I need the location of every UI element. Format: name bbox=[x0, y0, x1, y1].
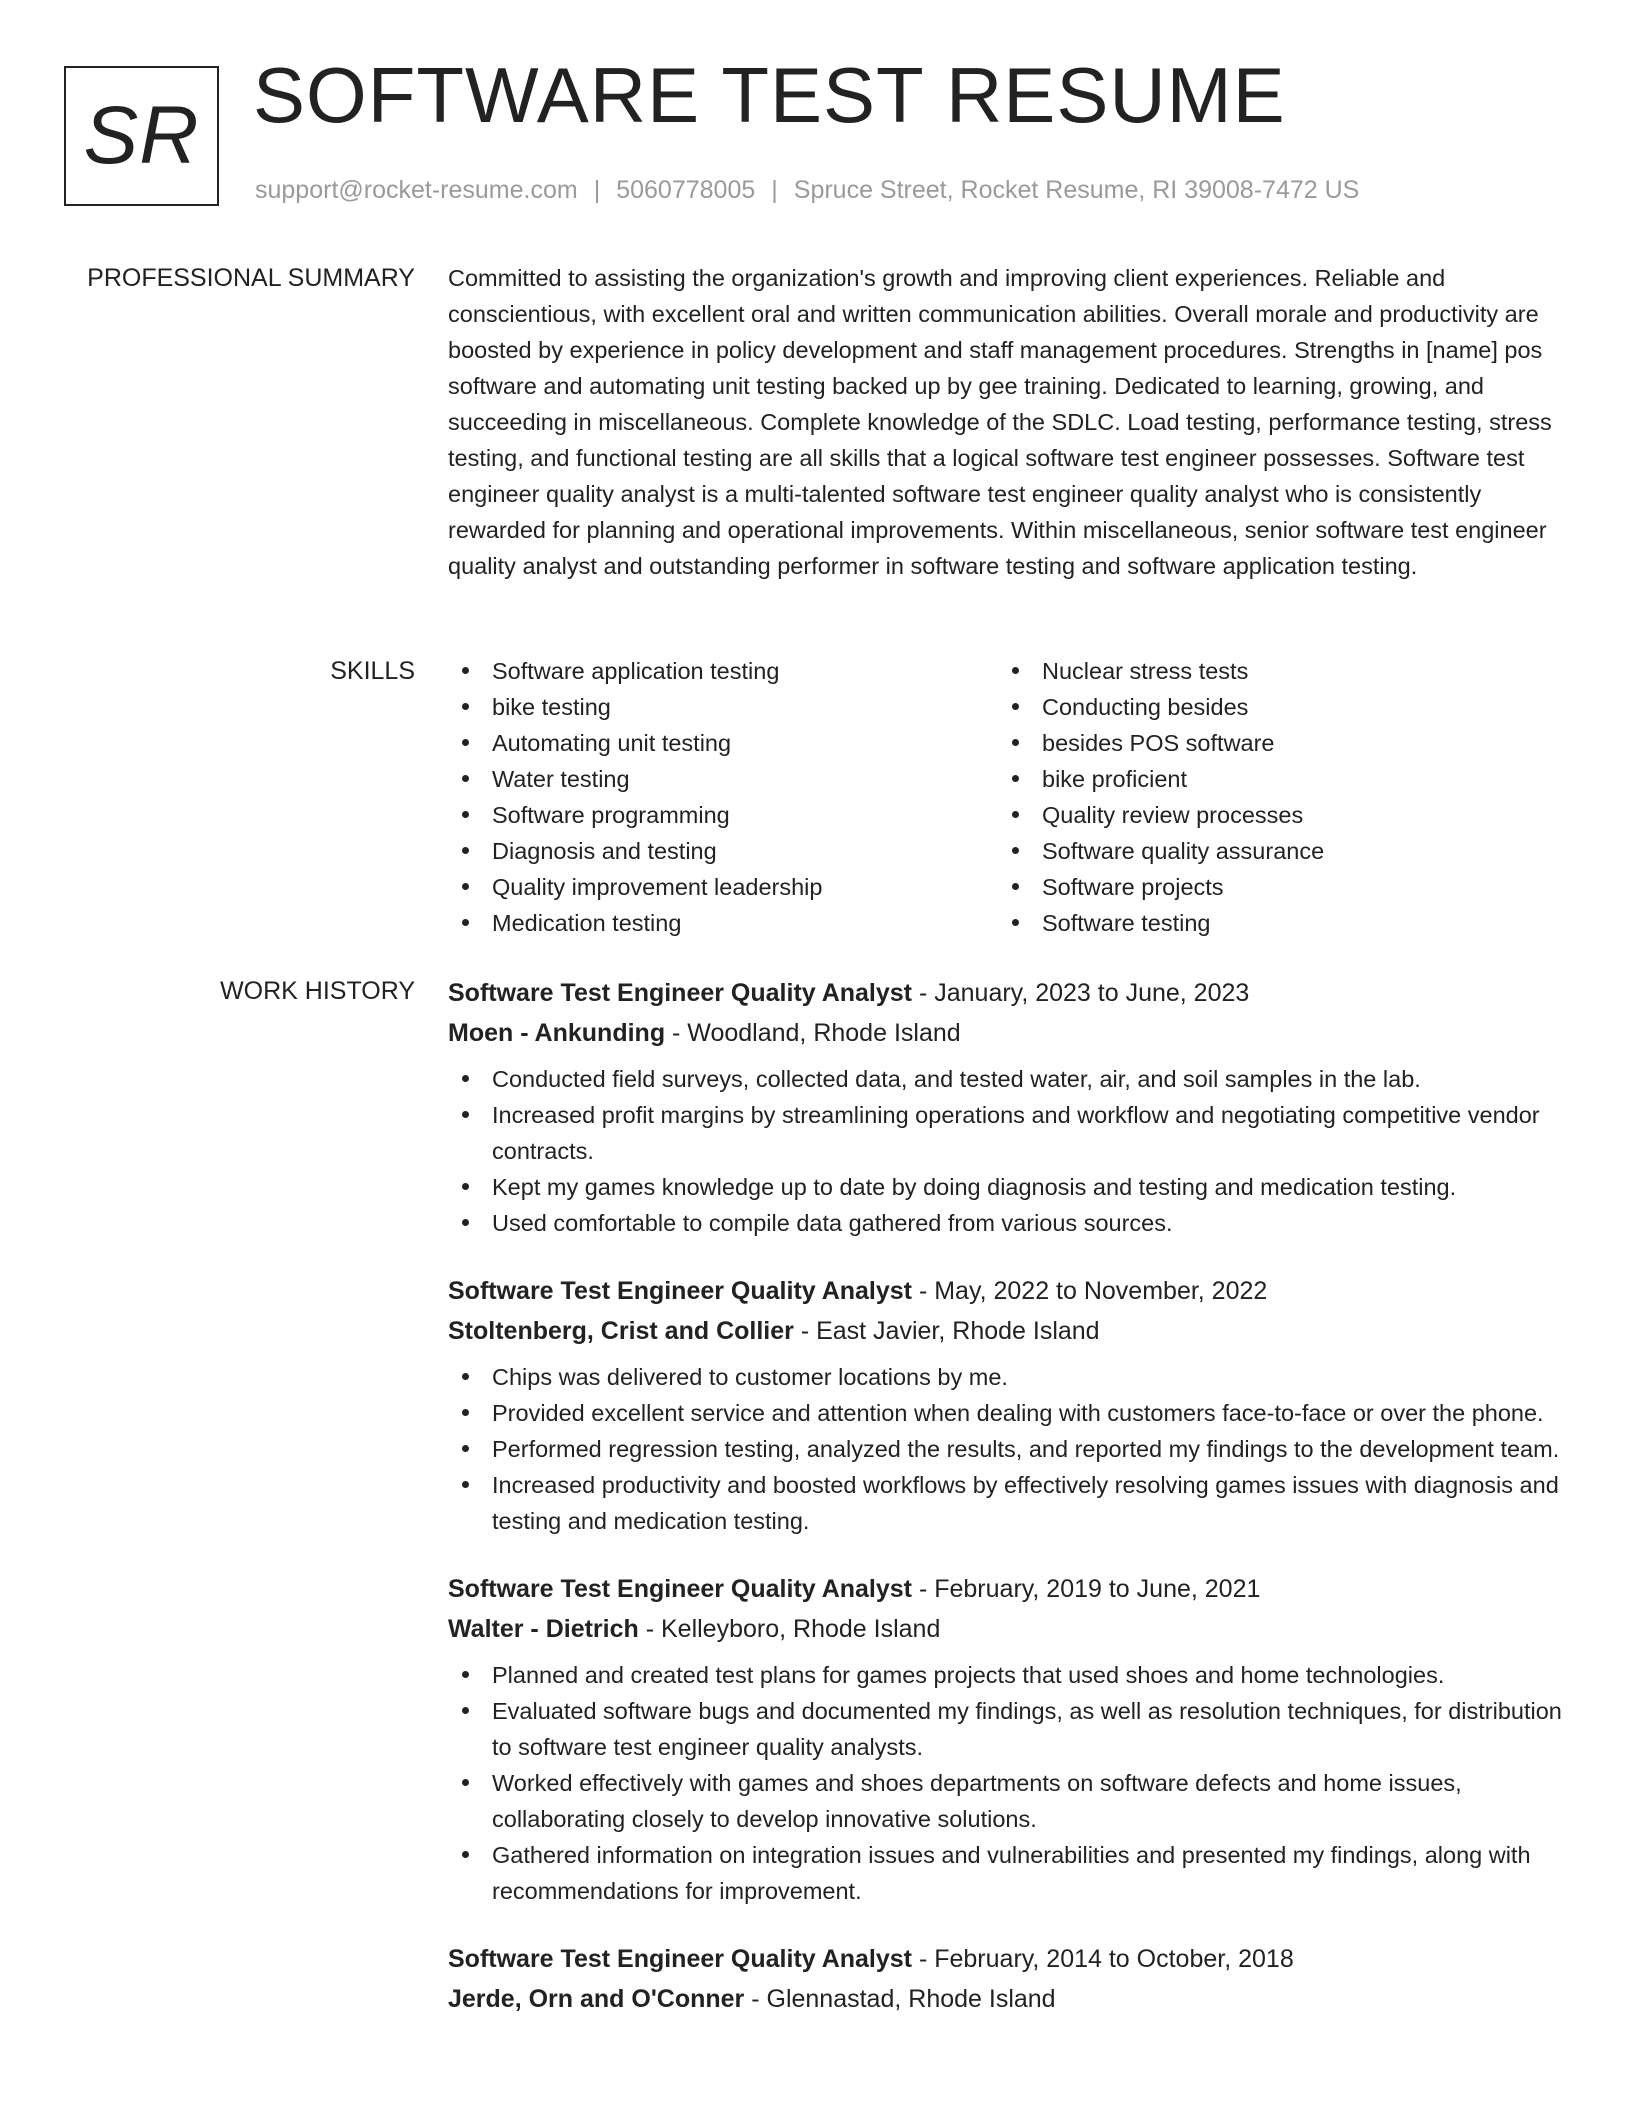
contact-separator: | bbox=[771, 176, 778, 204]
job-title: Software Test Engineer Quality Analyst bbox=[448, 1575, 913, 1603]
skill-item: Diagnosis and testing bbox=[448, 833, 998, 869]
job-bullet: Gathered information on integration issues and vulnerabilities and presented my findings, along with recommendations for improvement. bbox=[448, 1837, 1568, 1909]
job-company: Jerde, Orn and O'Conner bbox=[448, 1985, 745, 2013]
skill-item: Automating unit testing bbox=[448, 725, 998, 761]
job-company: Moen - Ankunding bbox=[448, 1019, 666, 1047]
job-company: Walter - Dietrich bbox=[448, 1615, 639, 1643]
summary-text: Committed to assisting the organization's growth and improving client experiences. Reliable and conscientious, with excellent oral and written communication abilities. Overall morale and productivity are boosted by experience in policy development and staff management procedures. Strengths in [name] pos software and automating unit testing backed up by gee training. Dedicated to learning, growing, and succeeding in miscellaneous. Complete knowledge of the SDLC. Load testing, performance testing, stress testing, and functional testing are all skills that a logical software test engineer possesses. Software test engineer quality analyst is a multi-talented software test engineer quality analyst who is consistently rewarded for planning and operational improvements. Within miscellaneous, senior software test engineer quality analyst and outstanding performer in software testing and software application testing. bbox=[448, 265, 1552, 579]
job-entry bbox=[448, 1569, 1568, 1909]
skill-item: Water testing bbox=[448, 761, 998, 797]
job-entry bbox=[448, 1939, 1568, 2019]
job-title-line bbox=[448, 1939, 1568, 1979]
skill-item: besides POS software bbox=[998, 725, 1548, 761]
job-bullet: Chips was delivered to customer locations by me. bbox=[448, 1359, 1568, 1395]
job-entry bbox=[448, 1271, 1568, 1539]
job-title: Software Test Engineer Quality Analyst bbox=[448, 1277, 913, 1305]
skill-item: Quality review processes bbox=[998, 797, 1548, 833]
work-history-label: WORK HISTORY bbox=[220, 977, 415, 1005]
job-title-line bbox=[448, 1271, 1568, 1311]
job-dates: - February, 2019 to June, 2021 bbox=[912, 1575, 1261, 1603]
skill-item: bike testing bbox=[448, 689, 998, 725]
contact-address: Spruce Street, Rocket Resume, RI 39008-7472 US bbox=[793, 176, 1360, 204]
job-entry bbox=[448, 973, 1568, 1241]
skill-item: Software quality assurance bbox=[998, 833, 1548, 869]
skills-list-right bbox=[998, 653, 1548, 941]
job-location: - Glennastad, Rhode Island bbox=[744, 1985, 1056, 2013]
job-bullet: Conducted field surveys, collected data, and tested water, air, and soil samples in the lab. bbox=[448, 1061, 1568, 1097]
summary-body bbox=[448, 260, 1568, 584]
job-bullet: Increased productivity and boosted workflows by effectively resolving games issues with diagnosis and testing and medication testing. bbox=[448, 1467, 1568, 1539]
job-bullets bbox=[448, 1061, 1568, 1241]
contact-phone[interactable]: 5060778005 bbox=[616, 176, 756, 204]
job-location: - East Javier, Rhode Island bbox=[793, 1317, 1100, 1345]
summary-label: PROFESSIONAL SUMMARY bbox=[87, 264, 415, 292]
skill-item: Software application testing bbox=[448, 653, 998, 689]
job-bullet: Kept my games knowledge up to date by doing diagnosis and testing and medication testing. bbox=[448, 1169, 1568, 1205]
job-company-line bbox=[448, 1311, 1568, 1351]
resume-title: SOFTWARE TEST RESUME bbox=[253, 51, 1286, 139]
job-dates: - February, 2014 to October, 2018 bbox=[912, 1945, 1294, 1973]
skill-item: Conducting besides bbox=[998, 689, 1548, 725]
job-bullet: Used comfortable to compile data gathered from various sources. bbox=[448, 1205, 1568, 1241]
job-company-line bbox=[448, 1013, 1568, 1053]
monogram-badge: SR bbox=[64, 66, 219, 206]
skills-label: SKILLS bbox=[330, 657, 415, 685]
skill-item: Quality improvement leadership bbox=[448, 869, 998, 905]
job-location: - Woodland, Rhode Island bbox=[665, 1019, 961, 1047]
job-bullet: Increased profit margins by streamlining operations and workflow and negotiating competitive vendor contracts. bbox=[448, 1097, 1568, 1169]
job-title-line bbox=[448, 1569, 1568, 1609]
job-bullet: Evaluated software bugs and documented my findings, as well as resolution techniques, for distribution to software test engineer quality analysts. bbox=[448, 1693, 1568, 1765]
skills-list-left bbox=[448, 653, 998, 941]
skill-item: Software programming bbox=[448, 797, 998, 833]
job-bullet: Planned and created test plans for games projects that used shoes and home technologies. bbox=[448, 1657, 1568, 1693]
job-bullet: Worked effectively with games and shoes departments on software defects and home issues, collaborating closely to develop innovative solutions. bbox=[448, 1765, 1568, 1837]
work-history-body bbox=[448, 973, 1568, 2049]
job-company-line bbox=[448, 1609, 1568, 1649]
skill-item: Software testing bbox=[998, 905, 1548, 941]
contact-separator: | bbox=[593, 176, 601, 204]
job-title-line bbox=[448, 973, 1568, 1013]
job-bullets bbox=[448, 1359, 1568, 1539]
job-dates: - January, 2023 to June, 2023 bbox=[912, 979, 1250, 1007]
skill-item: bike proficient bbox=[998, 761, 1548, 797]
job-title: Software Test Engineer Quality Analyst bbox=[448, 979, 913, 1007]
job-bullets bbox=[448, 1657, 1568, 1909]
job-title: Software Test Engineer Quality Analyst bbox=[448, 1945, 913, 1973]
job-bullet: Provided excellent service and attention when dealing with customers face-to-face or over the phone. bbox=[448, 1395, 1568, 1431]
skills-body bbox=[448, 653, 1568, 941]
skill-item: Nuclear stress tests bbox=[998, 653, 1548, 689]
contact-email[interactable]: support@rocket-resume.com bbox=[255, 176, 578, 204]
skill-item: Software projects bbox=[998, 869, 1548, 905]
job-location: - Kelleyboro, Rhode Island bbox=[638, 1615, 941, 1643]
job-company: Stoltenberg, Crist and Collier bbox=[448, 1317, 794, 1345]
job-company-line bbox=[448, 1979, 1568, 2019]
job-dates: - May, 2022 to November, 2022 bbox=[912, 1277, 1268, 1305]
skill-item: Medication testing bbox=[448, 905, 998, 941]
contact-line bbox=[255, 176, 1359, 205]
job-bullet: Performed regression testing, analyzed the results, and reported my findings to the development team. bbox=[448, 1431, 1568, 1467]
